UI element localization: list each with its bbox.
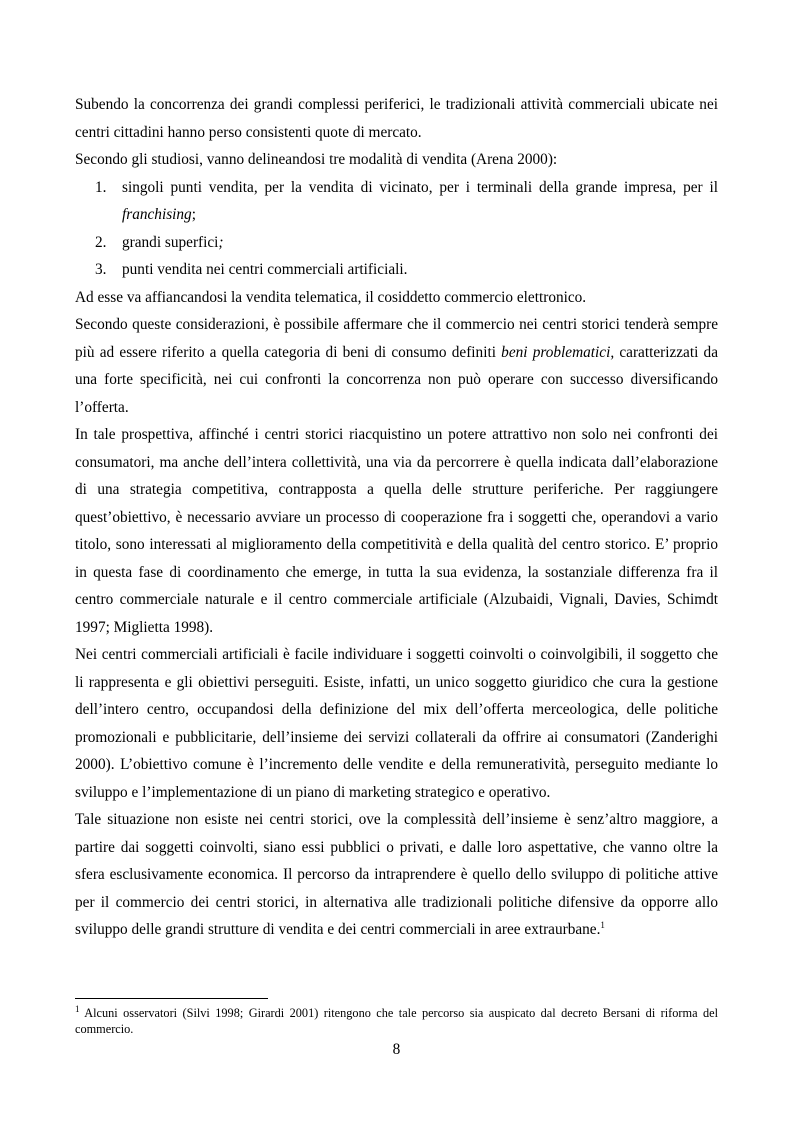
paragraph-4 xyxy=(75,311,718,421)
paragraph-5: In tale prospettiva, affinché i centri storici riacquistino un potere attrattivo non solo nei confronti dei consumatori, ma anche dell’intera collettività, una via da percorrere è quella indicata dall’elaborazione di una strategia competitiva, contrapposta a quella delle strutture periferiche. Per raggiungere quest’obiettivo, è necessario avviare un processo di cooperazione fra i soggetti che, operandovi a vario titolo, sono interessati al miglioramento della competitività e della qualità del centro storico. E’ proprio in questa fase di coordinamento che emerge, in tutta la sua evidenza, la sostanziale differenza fra il centro commerciale naturale e il centro commerciale artificiale (Alzubaidi, Vignali, Davies, Schimdt 1997; Miglietta 1998). xyxy=(75,426,718,636)
list-item-text: singoli punti vendita, per la vendita di vicinato, per i terminali della grande impresa, per il xyxy=(122,178,718,196)
paragraph-2: Secondo gli studiosi, vanno delineandosi tre modalità di vendita (Arena 2000): xyxy=(75,151,558,168)
list-number: 3. xyxy=(95,261,107,278)
list-number: 1. xyxy=(95,178,107,196)
list-item xyxy=(75,174,718,229)
paragraph-4-text-tail: caratterizzati da una forte specificità, nei cui confronti la concorrenza non può operare con successo diversificando l’offerta. xyxy=(75,343,718,416)
list-item xyxy=(75,229,718,257)
footnote-reference: 1 xyxy=(600,919,605,930)
list-item-text: punti vendita nei centri commerciali artificiali. xyxy=(122,261,408,278)
list-item xyxy=(75,256,718,284)
paragraph-1: Subendo la concorrenza dei grandi complessi periferici, le tradizionali attività commerciali ubicate nei centri cittadini hanno perso consistenti quote di mercato. xyxy=(75,96,718,141)
list-item-text: grandi superfici xyxy=(122,233,219,251)
page-body xyxy=(75,91,718,944)
paragraph-7 xyxy=(75,806,718,944)
list-item-emphasis: franchising xyxy=(122,206,192,223)
sales-modes-list xyxy=(75,174,718,284)
beni-problematici-term: beni problematici, xyxy=(501,343,615,361)
footnote xyxy=(75,1003,718,1037)
paragraph-4-text: Secondo queste considerazioni, è possibile affermare che il commercio nei centri storici tenderà sempre più ad essere riferito a quella categoria di beni di consumo definiti xyxy=(75,316,718,361)
paragraph-6: Nei centri commerciali artificiali è facile individuare i soggetti coinvolti o coinvolgibili, il soggetto che li rappresenta e gli obiettivi perseguiti. Esiste, infatti, un unico soggetto giuridico che cura la gestione dell’intero centro, occupandosi della definizione del mix dell’offerta merceologica, delle politiche promozionali e pubblicitarie, dell’insieme dei servizi collaterali da offrire ai consumatori (Zanderighi 2000). L’obiettivo comune è l’incremento delle vendite e della remuneratività, perseguito mediante lo sviluppo e l’implementazione di un piano di marketing strategico e operativo. xyxy=(75,646,718,801)
list-number: 2. xyxy=(95,233,107,251)
footnote-divider xyxy=(75,998,268,999)
list-item-text-tail: ; xyxy=(191,206,196,223)
paragraph-3: Ad esse va affiancandosi la vendita telematica, il cosiddetto commercio elettronico. xyxy=(75,288,587,306)
page-number: 8 xyxy=(392,1041,401,1058)
footnote-mark: 1 xyxy=(75,1003,80,1014)
paragraph-7-text: Tale situazione non esiste nei centri storici, ove la complessità dell’insieme è senz’altro maggiore, a partire dai soggetti coinvolti, siano essi pubblici o privati, e dalle loro aspettative, che vanno oltre la sfera esclusivamente economica. Il percorso da intraprendere è quello dello sviluppo di politiche attive per il commercio dei centri storici, in alternativa alle tradizionali politiche difensive da opporre allo sviluppo delle grandi strutture di vendita e dei centri commerciali in aree extraurbane. xyxy=(75,811,718,938)
footnote-text: Alcuni osservatori (Silvi 1998; Girardi 2001) ritengono che tale percorso sia auspicato dal decreto Bersani di riforma del commercio. xyxy=(75,1006,718,1036)
list-item-emphasis: ; xyxy=(218,233,224,251)
